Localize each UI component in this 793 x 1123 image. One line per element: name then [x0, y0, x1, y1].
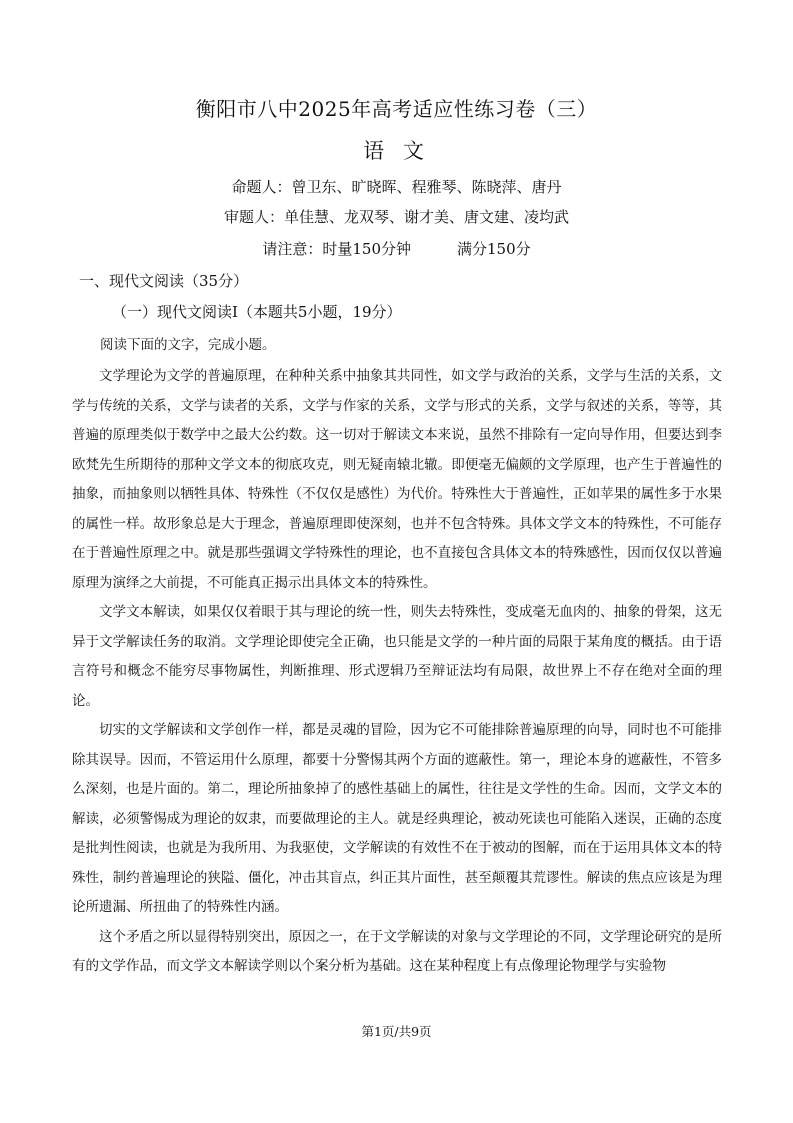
- exam-title: 衡阳市八中2025年高考适应性练习卷（三）: [195, 97, 598, 121]
- reviewers: 审题人：单佳慧、龙双琴、谢才美、唐文建、凌均武: [223, 208, 569, 226]
- exam-notice: [0, 238, 793, 260]
- passage-paragraph: 文学理论为文学的普遍原理，在种种关系中抽象其共同性，如文学与政治的关系，文学与生活的关系，文学与传统的关系，文学与读者的关系，文学与作家的关系，文学与形式的关系，文学与叙述的关系，等等，其普遍的原理类似于数学中之最大公约数。这一切对于解读文本来说，虽然不排除有一定向导作用，但要达到李欧梵先生所期待的那种文学文本的彻底攻克，则无疑南辕北辙。即便毫无偏颇的文学原理，也产生于普遍性的抽象，而抽象则以牺牲具体、特殊性（不仅仅是感性）为代价。特殊性大于普遍性，正如苹果的属性多于水果的属性一样。故形象总是大于理念，普遍原理即使深刻，也并不包含特殊。具体文学文本的特殊性，不可能存在于普遍性原理之中。就是那些强调文学特殊性的理论，也不直接包含具体文本的特殊感性，因而仅仅以普遍原理为演绎之大前提，不可能真正揭示出具体文本的特殊性。: [72, 368, 722, 591]
- subsection-heading: （一）现代文阅读Ⅰ（本题共5小题，19分）: [112, 303, 402, 321]
- passage-paragraph: 文学文本解读，如果仅仅着眼于其与理论的统一性，则失去特殊性，变成毫无血肉的、抽象的骨架，这无异于文学解读任务的取消。文学理论即使完全正确，也只能是文学的一种片面的局限于某角度的概括。由于语言符号和概念不能穷尽事物属性，判断推理、形式逻辑乃至辩证法均有局限，故世界上不存在绝对全面的理论。: [72, 604, 722, 709]
- passage-paragraph: 切实的文学解读和文学创作一样，都是灵魂的冒险，因为它不可能排除普遍原理的向导，同时也不可能排除其误导。因而，不管运用什么原理，都要十分警惕其两个方面的遮蔽性。第一，理论本身的遮蔽性，不管多么深刻，也是片面的。第二，理论所抽象掉了的感性基础上的属性，往往是文学性的生命。因而，文学文本的解读，必须警惕成为理论的奴隶，而要做理论的主人。就是经典理论，被动死读也可能陷入迷误，正确的态度是批判性阅读，也就是为我所用、为我驱使，文学解读的有效性不在于被动的图解，而在于运用具体文本的特殊性，制约普遍理论的狭隘、僵化，冲击其盲点，纠正其片面性，甚至颠覆其荒谬性。解读的焦点应该是为理论所遗漏、所扭曲了的特殊性内涵。: [72, 722, 722, 915]
- reading-instruction: 阅读下面的文字，完成小题。: [100, 337, 276, 353]
- time-limit: 请注意：时量150分钟: [262, 240, 411, 258]
- full-score: 满分150分: [457, 240, 531, 258]
- section-heading: 一、现代文阅读（35分）: [79, 272, 249, 290]
- question-setters: 命题人：曾卫东、旷晓晖、程雅琴、陈晓萍、唐丹: [231, 178, 562, 196]
- page-indicator: 第1页/共9页: [361, 1024, 432, 1039]
- reading-passage: [72, 362, 722, 982]
- passage-paragraph: 这个矛盾之所以显得特别突出，原因之一，在于文学解读的对象与文学理论的不同，文学理论研究的是所有的文学作品，而文学文本解读学则以个案分析为基础。这在某种程度上有点像理论物理学与实验物: [72, 928, 722, 974]
- subject-title: 语 文: [363, 139, 430, 163]
